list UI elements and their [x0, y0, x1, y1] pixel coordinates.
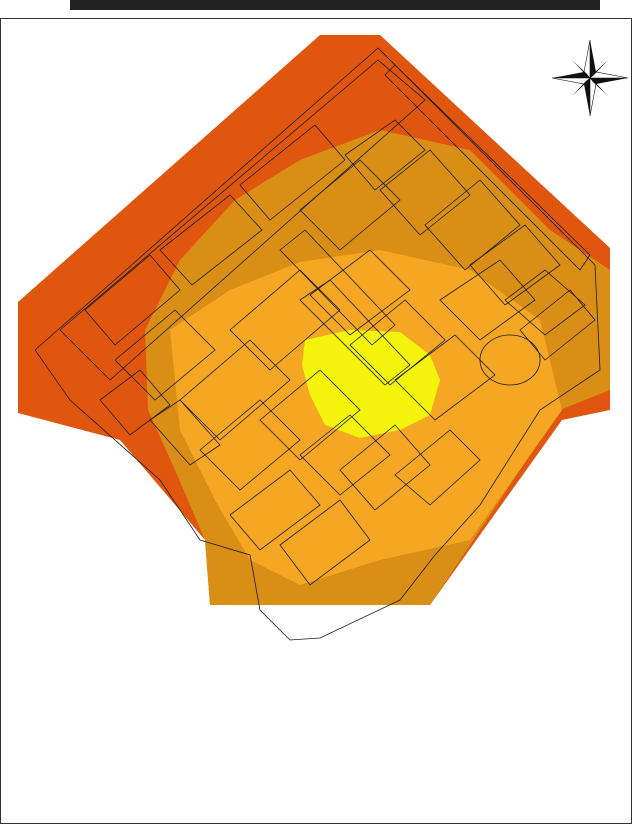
title-bar-fragment: [70, 0, 600, 10]
legend-box: [8, 510, 148, 820]
legend: [8, 510, 148, 820]
north-arrow-icon: [552, 40, 628, 116]
